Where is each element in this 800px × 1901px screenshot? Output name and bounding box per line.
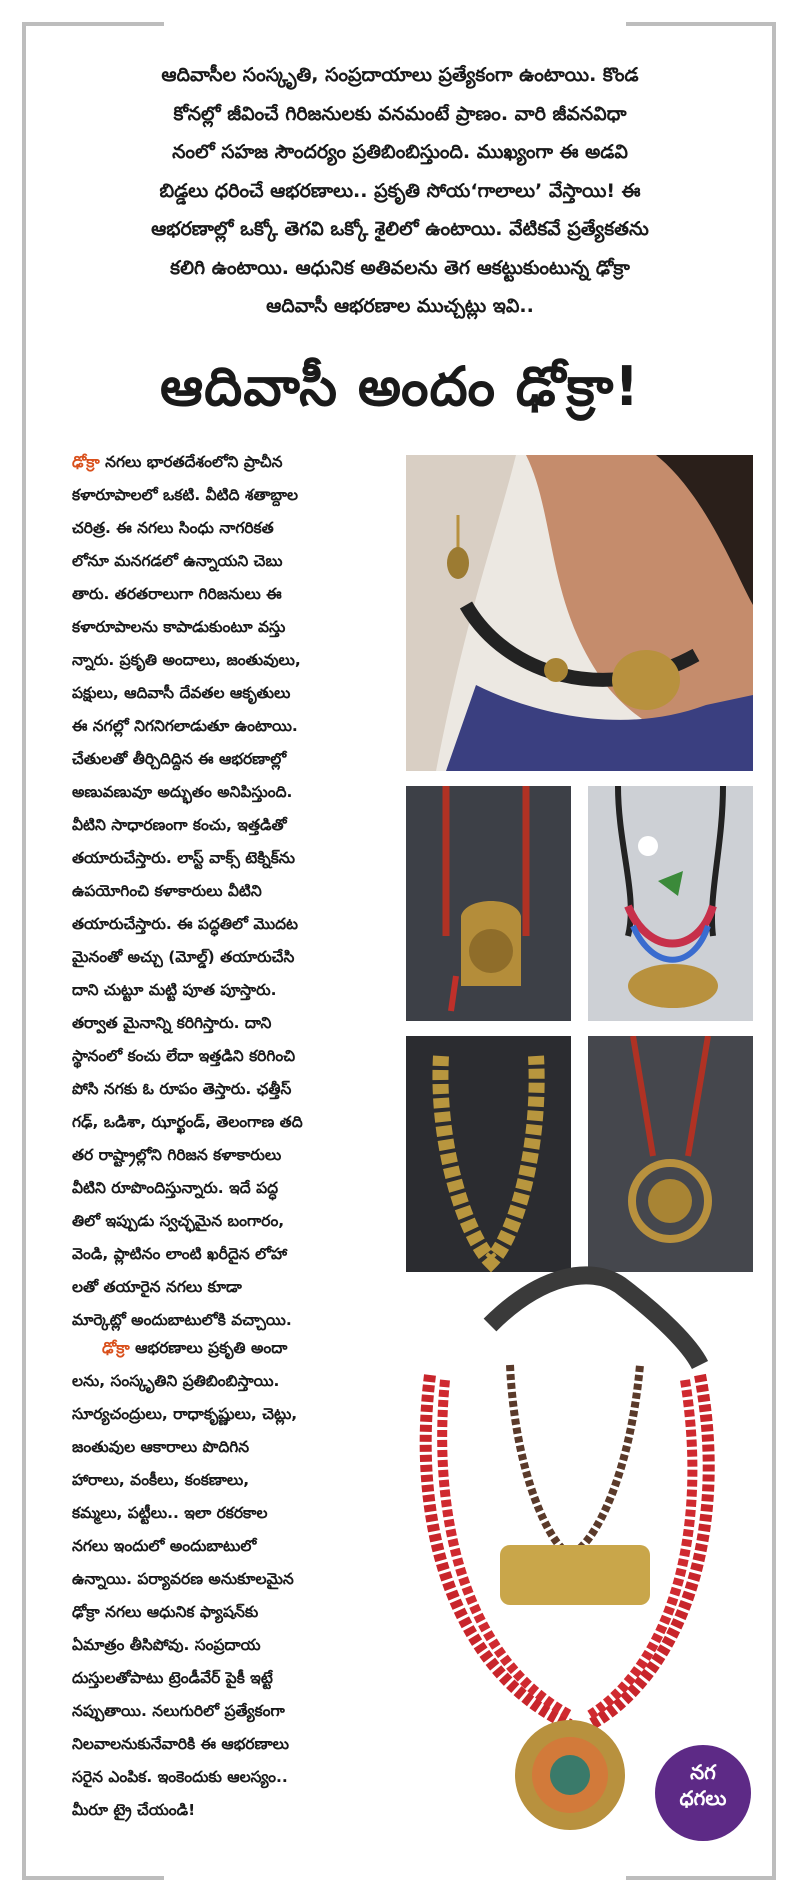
body-paragraph-1 — [72, 446, 378, 1337]
section-badge — [655, 1745, 751, 1841]
body-line: ఉన్నాయి. పర్యావరణ అనుకూలమైన — [72, 1570, 294, 1588]
body-line: హారాలు, వంకీలు, కంకణాలు, — [72, 1471, 250, 1489]
body-line: మార్కెట్లో అందుబాటులోకి వచ్చాయి. — [72, 1311, 292, 1329]
body-line: తర రాష్ట్రాల్లోని గిరిజన కళాకారులు — [72, 1146, 282, 1164]
body-line: తారు. తరతరాలుగా గిరిజనులు ఈ — [72, 585, 282, 603]
body-line: ఢోక్రా ఆభరణాలు ప్రకృతి అందా — [102, 1339, 288, 1357]
body-line: వెండి, ప్లాటినం లాంటి ఖరీదైన లోహా — [72, 1245, 288, 1263]
frame-bottom-right — [626, 1876, 776, 1880]
photo-brass-coil-necklace — [406, 1036, 571, 1272]
body-line: జంతువుల ఆకారాలు పొదిగిన — [72, 1438, 250, 1456]
intro-line: కలిగి ఉంటాయి. ఆధునిక అతివలను తెగ ఆకట్టుకుంటున్న ఢోక్రా — [170, 256, 630, 279]
body-line: ఉపయోగించి కళాకారులు వీటిని — [72, 882, 262, 900]
body-line: తిలో ఇప్పుడు స్వచ్ఛమైన బంగారం, — [72, 1212, 285, 1230]
intro-line: ఆభరణాల్లో ఒక్కో తెగవి ఒక్కో శైలిలో ఉంటాయి. వేటికవే ప్రత్యేకతను — [151, 218, 649, 240]
body-line: నిలవాలనుకునేవారికి ఈ ఆభరణాలు — [72, 1735, 290, 1753]
frame-right — [772, 22, 776, 1880]
body-line: కళారూపాలలో ఒకటి. వీటిది శతాబ్దాల — [72, 486, 299, 504]
body-line: తయారుచేస్తారు. లాస్ట్ వాక్స్ టెక్నిక్‌ను — [72, 849, 296, 867]
body-line: పోసి నగకు ఓ రూపం తెస్తారు. ఛత్తీస్ — [72, 1080, 292, 1098]
frame-top-right — [626, 22, 776, 26]
body-line: లతో తయారైన నగలు కూడా — [72, 1278, 242, 1296]
photo-woman-necklace — [406, 455, 753, 771]
lead-word: ఢోక్రా — [72, 453, 100, 471]
body-line: మీరూ ట్రై చేయండి! — [72, 1801, 196, 1819]
body-line: న్నారు. ప్రకృతి అందాలు, జంతువులు, — [72, 651, 301, 669]
frame-bottom-left — [22, 1876, 164, 1880]
body-line: ఢోక్రా నగలు భారతదేశంలోని ప్రాచీన — [72, 453, 283, 471]
body-line: కమ్మలు, పట్టీలు.. ఇలా రకరకాల — [72, 1504, 268, 1522]
body-line: ఏమాత్రం తీసిపోవు. సంప్రదాయ — [72, 1636, 261, 1654]
article-headline: ఆదివాసీ అందం ఢోక్రా! — [160, 355, 640, 418]
body-line: లోనూ మనగడలో ఉన్నాయని చెబు — [72, 552, 283, 570]
body-line: తర్వాత మైనాన్ని కరిగిస్తారు. దాని — [72, 1014, 272, 1032]
intro-line: ఆదివాసీల సంస్కృతి, సంప్రదాయాలు ప్రత్యేకంగా ఉంటాయి. కొండ — [161, 64, 639, 86]
body-line: స్థానంలో కంచు లేదా ఇత్తడిని కరిగించి — [72, 1047, 296, 1065]
body-line: నప్పుతాయి. నలుగురిలో ప్రత్యేకంగా — [72, 1702, 285, 1720]
intro-line: బిడ్డలు ధరించే ఆభరణాలు.. ప్రకృతి సోయ‘గాలాలు’ వేస్తాయి! ఈ — [159, 179, 641, 202]
body-line: మైనంతో అచ్చు (మోల్డ్) తయారుచేసి — [72, 948, 295, 966]
body-line: పక్షులు, ఆదివాసీ దేవతల ఆకృతులు — [72, 684, 291, 702]
lead-word: ఢోక్రా — [102, 1339, 130, 1357]
frame-left — [22, 22, 26, 1880]
photo-red-bead-necklace — [406, 786, 571, 1021]
body-line: దుస్తులతోపాటు ట్రెండీవేర్ పైకీ ఇట్టే — [72, 1669, 273, 1687]
frame-top-left — [22, 22, 164, 26]
body-line: వీటిని సాధారణంగా కంచు, ఇత్తడితో — [72, 816, 287, 834]
body-line: కళారూపాలను కాపాడుకుంటూ వస్తు — [72, 618, 286, 636]
body-line: తయారుచేస్తారు. ఈ పద్ధతిలో మొదట — [72, 915, 299, 933]
body-line: సూర్యచంద్రులు, రాధాకృష్ణులు, చెట్లు, — [72, 1405, 298, 1423]
body-line: ఈ నగల్లో నిగనిగలాడుతూ ఉంటాయి. — [72, 717, 298, 735]
body-line: అణువణువూ అద్భుతం అనిపిస్తుంది. — [72, 783, 293, 801]
body-line: నగలు ఇందులో అందుబాటులో — [72, 1537, 257, 1555]
body-line: వీటిని రూపొందిస్తున్నారు. ఇదే పద్ధ — [72, 1179, 279, 1197]
body-line: చరిత్ర. ఈ నగలు సింధు నాగరికత — [72, 519, 274, 537]
body-line: లను, సంస్కృతిని ప్రతిబింబిస్తాయి. — [72, 1372, 280, 1390]
badge-line-1: నగ — [690, 1760, 716, 1784]
body-line: చేతులతో తీర్చిదిద్దిన ఈ ఆభరణాల్లో — [72, 750, 287, 768]
intro-line: కోనల్లో జీవించే గిరిజనులకు వనమంటే ప్రాణం. వారి జీవనవిధా — [173, 102, 627, 125]
photo-colorful-bead-necklace — [588, 786, 753, 1021]
body-paragraph-2 — [72, 1332, 378, 1827]
body-line: ఢోక్రా నగలు ఆధునిక ఫ్యాషన్‌కు — [72, 1603, 259, 1621]
intro-line: నంలో సహజ సౌందర్యం ప్రతిబింబిస్తుంది. ముఖ్యంగా ఈ అడవి — [172, 141, 628, 163]
intro-paragraph — [45, 56, 755, 326]
intro-line: ఆదివాసీ ఆభరణాల ముచ్చట్లు ఇవి.. — [266, 295, 534, 317]
body-line: గఢ్, ఒడిశా, ఝార్ఖండ్, తెలంగాణ తది — [72, 1113, 303, 1131]
photo-round-pendant-necklace — [588, 1036, 753, 1272]
body-line: దాని చుట్టూ మట్టి పూత పూస్తారు. — [72, 981, 277, 999]
badge-line-2: ధగలు — [679, 1786, 727, 1810]
body-line: సరైన ఎంపిక. ఇంకెందుకు ఆలస్యం.. — [72, 1768, 288, 1786]
